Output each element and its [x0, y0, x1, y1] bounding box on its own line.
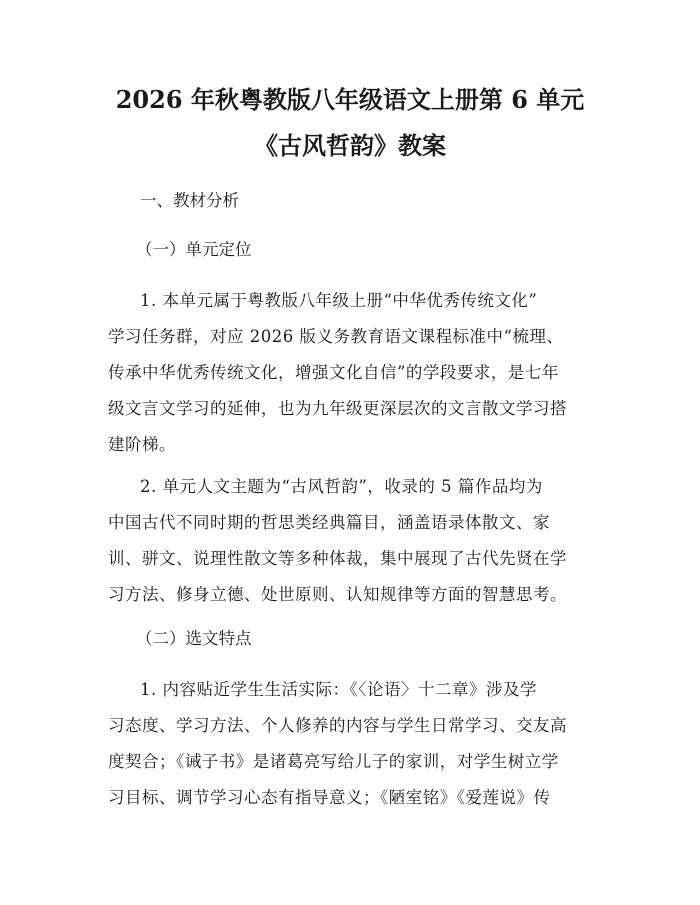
paragraph-unit-positioning-2: [108, 469, 608, 613]
paragraph-line: 2. 单元人文主题为“古风哲韵”，收录的 5 篇作品均为: [140, 477, 543, 496]
paragraph-line: 建阶梯。: [108, 435, 176, 454]
subsection-heading-selection-features: （二）选文特点: [136, 629, 252, 648]
paragraph-line: 1. 内容贴近学生生活实际：《〈论语〉十二章》涉及学: [140, 680, 537, 699]
paragraph-line: 1. 本单元属于粤教版八年级上册“中华优秀传统文化”: [140, 291, 538, 310]
paragraph-line: 习方法、修身立德、处世原则、认知规律等方面的智慧思考。: [108, 585, 567, 604]
paragraph-line: 习态度、学习方法、个人修养的内容与学生日常学习、交友高: [108, 716, 567, 735]
paragraph-line: 度契合；《诫子书》是诸葛亮写给儿子的家训，对学生树立学: [108, 752, 559, 771]
paragraph-unit-positioning-1: [108, 283, 608, 463]
paragraph-line: 中国古代不同时期的哲思类经典篇目，涵盖语录体散文、家: [108, 513, 550, 532]
subsection-heading-unit-positioning: （一）单元定位: [136, 240, 252, 259]
paragraph-line: 传承中华优秀传统文化，增强文化自信”的学段要求，是七年: [108, 363, 559, 382]
paragraph-selection-features-1: [108, 672, 608, 816]
paragraph-line: 训、骈文、说理性散文等多种体裁，集中展现了古代先贤在学: [108, 549, 567, 568]
paragraph-line: 学习任务群，对应 2026 版义务教育语文课程标准中“梳理、: [108, 327, 564, 346]
document-title-line-2: 《古风哲韵》教案: [254, 131, 446, 160]
paragraph-line: 级文言文学习的延伸，也为九年级更深层次的文言散文学习搭: [108, 399, 567, 418]
section-heading-textbook-analysis: 一、教材分析: [140, 191, 239, 210]
document-title-line-1: 2026 年秋粤教版八年级语文上册第 6 单元: [115, 85, 585, 114]
paragraph-line: 习目标、调节学习心态有指导意义；《陋室铭》《爱莲说》传: [108, 788, 551, 807]
